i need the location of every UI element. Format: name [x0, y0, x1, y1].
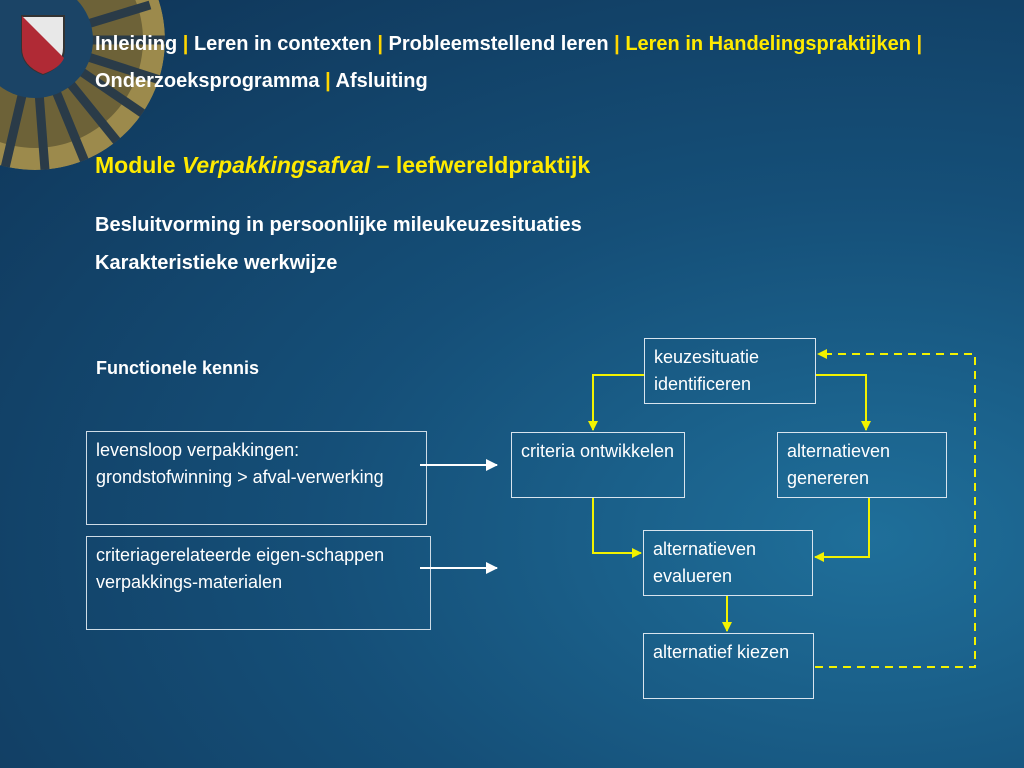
flow-step-alternatieven-genereren: alternatieven genereren	[777, 432, 947, 498]
nav-item-onderzoeksprogramma[interactable]: Onderzoeksprogramma	[95, 70, 320, 92]
module-title-prefix: Module	[95, 152, 182, 178]
subtitle-werkwijze: Karakteristieke werkwijze	[95, 252, 338, 274]
functional-knowledge-heading: Functionele kennis	[96, 358, 260, 378]
nav-separator: |	[325, 70, 331, 92]
knowledge-box-criteria-eigenschappen: criteriagerelateerde eigen-schappen verpakkings-materialen	[86, 536, 431, 630]
flow-step-alternatieven-evalueren: alternatieven evalueren	[643, 530, 813, 596]
arrow-identify-to-generate	[815, 375, 866, 430]
nav-separator: |	[182, 33, 189, 55]
module-title-suffix: – leefwereldpraktijk	[370, 152, 591, 178]
arrow-generate-to-evaluate	[815, 497, 869, 557]
flow-step-identificeren: keuzesituatie identificeren	[644, 338, 816, 404]
nav-item-afsluiting[interactable]: Afsluiting	[335, 70, 428, 92]
nav-item-leren-in-contexten[interactable]: Leren in contexten	[193, 33, 372, 55]
arrow-identify-to-criteria	[593, 375, 644, 430]
nav-separator: |	[614, 33, 620, 55]
nav-separator: |	[916, 33, 923, 55]
arrow-criteria-to-evaluate	[593, 497, 641, 553]
feedback-loop-dashed	[815, 354, 975, 667]
nav-separator: |	[377, 33, 383, 55]
knowledge-box-levensloop: levensloop verpakkingen: grondstofwinning > afval-verwerking	[86, 431, 427, 525]
nav-item-leren-in-handelingspraktijken[interactable]: Leren in Handelingspraktijken	[625, 33, 911, 55]
nav-item-probleemstellend-leren[interactable]: Probleemstellend leren	[388, 33, 609, 55]
subtitle-besluitvorming: Besluitvorming in persoonlijke mileukeuzesituaties	[95, 214, 582, 236]
nav-item-inleiding[interactable]: Inleiding	[95, 33, 178, 55]
module-title-italic: Verpakkingsafval	[181, 152, 371, 178]
flow-step-criteria-ontwikkelen: criteria ontwikkelen	[511, 432, 685, 498]
flow-step-alternatief-kiezen: alternatief kiezen	[643, 633, 814, 699]
